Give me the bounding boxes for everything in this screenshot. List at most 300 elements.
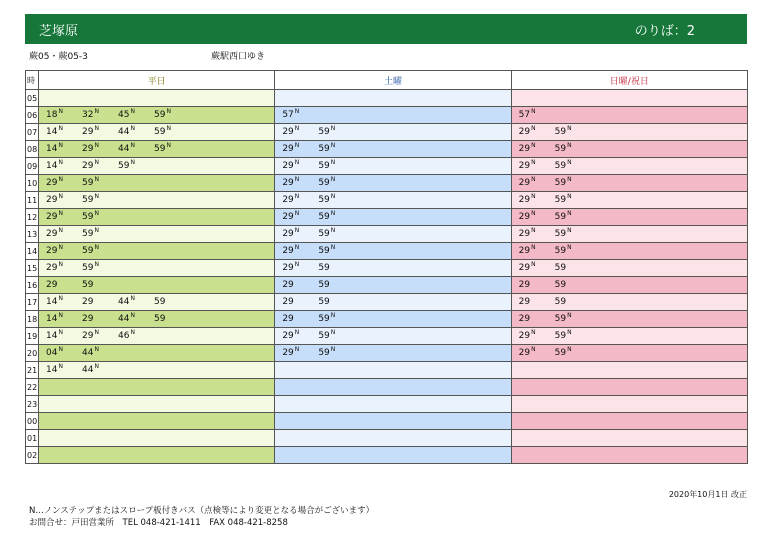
- saturday-minutes-cell: [275, 379, 511, 396]
- weekday-minutes-cell: [39, 209, 275, 226]
- departure-minute: [282, 144, 299, 154]
- nonstep-mark: N: [94, 244, 99, 251]
- departure-minute: [46, 212, 63, 222]
- table-row: [26, 379, 748, 396]
- destination: 蕨駅西口ゆき: [211, 52, 266, 62]
- departure-minute: [282, 195, 299, 205]
- departure-minute: [46, 263, 63, 273]
- departure-minute: [118, 331, 135, 341]
- hour-cell: 06: [26, 107, 39, 124]
- holiday-column-header: 日曜/祝日: [511, 71, 747, 90]
- weekday-minutes-cell: [39, 362, 275, 379]
- departure-minute: [555, 195, 572, 205]
- minute-value: 59: [554, 297, 567, 307]
- nonstep-mark: N: [531, 244, 536, 251]
- holiday-minutes-cell: [511, 345, 747, 362]
- hour-cell: 08: [26, 141, 39, 158]
- departure-minute: [46, 178, 63, 188]
- departure-minute: [46, 365, 63, 375]
- minute-value: 29: [518, 348, 531, 358]
- minute-value: 59: [82, 229, 94, 239]
- departure-minute: [282, 348, 299, 358]
- minute-value: 59: [318, 297, 330, 307]
- weekday-minutes-cell: [39, 158, 275, 175]
- minute-value: 29: [82, 297, 94, 307]
- minute-value: 59: [554, 348, 567, 358]
- nonstep-mark: N: [294, 210, 300, 217]
- nonstep-mark: N: [330, 159, 336, 166]
- weekday-minutes-cell: [39, 311, 275, 328]
- table-row: [26, 328, 748, 345]
- departure-minute: [82, 178, 99, 188]
- departure-minute: [82, 348, 99, 358]
- weekday-minutes-cell: [39, 141, 275, 158]
- nonstep-mark: N: [166, 125, 171, 132]
- nonstep-note: N…ノンステップまたはスロープ板付きバス（点検等により変更となる場合がございます）: [29, 506, 375, 516]
- nonstep-mark: N: [531, 329, 536, 336]
- minute-value: 59: [554, 246, 567, 256]
- contact-info: お問合せ：戸田営業所 TEL 048-421-1411 FAX 048-421-8258: [29, 518, 288, 528]
- hour-cell: 23: [26, 396, 39, 413]
- holiday-minutes-cell: [511, 209, 747, 226]
- hour-cell: 12: [26, 209, 39, 226]
- minute-value: 29: [46, 280, 58, 290]
- minute-value: 59: [554, 280, 567, 290]
- hour-cell: 18: [26, 311, 39, 328]
- departure-minute: [46, 229, 63, 239]
- departure-minute: [318, 280, 329, 290]
- departure-minute: [46, 348, 63, 358]
- departure-minute: [519, 110, 536, 120]
- timetable-header: [25, 14, 747, 44]
- nonstep-mark: N: [94, 329, 99, 336]
- minute-value: 59: [554, 314, 567, 324]
- departure-minute: [46, 246, 63, 256]
- minute-value: 29: [518, 297, 531, 307]
- minute-value: 29: [282, 297, 294, 307]
- departure-minute: [519, 280, 530, 290]
- minute-value: 44: [118, 127, 130, 137]
- hour-cell: 07: [26, 124, 39, 141]
- nonstep-mark: N: [294, 142, 300, 149]
- nonstep-mark: N: [330, 312, 336, 319]
- departure-minute: [318, 263, 329, 273]
- departure-minute: [282, 110, 299, 120]
- minute-value: 59: [554, 229, 567, 239]
- saturday-minutes-cell: [275, 362, 511, 379]
- minute-value: 59: [318, 161, 330, 171]
- minute-value: 59: [82, 246, 94, 256]
- departure-minute: [118, 144, 135, 154]
- nonstep-mark: N: [94, 346, 99, 353]
- departure-minute: [154, 110, 171, 120]
- minute-value: 46: [118, 331, 130, 341]
- table-row: [26, 260, 748, 277]
- departure-minute: [555, 331, 572, 341]
- nonstep-mark: N: [531, 108, 536, 115]
- nonstep-mark: N: [130, 312, 135, 319]
- hour-cell: 20: [26, 345, 39, 362]
- table-row: [26, 243, 748, 260]
- minute-value: 29: [282, 195, 294, 205]
- departure-minute: [555, 229, 572, 239]
- nonstep-mark: N: [567, 227, 572, 234]
- saturday-minutes-cell: [275, 294, 511, 311]
- departure-minute: [519, 229, 536, 239]
- minute-value: 44: [118, 144, 130, 154]
- nonstep-mark: N: [58, 159, 63, 166]
- hour-cell: 02: [26, 447, 39, 464]
- saturday-minutes-cell: [275, 90, 511, 107]
- minute-value: 29: [518, 144, 531, 154]
- departure-minute: [82, 263, 99, 273]
- minute-value: 59: [318, 144, 330, 154]
- minute-value: 29: [518, 212, 531, 222]
- hour-cell: 14: [26, 243, 39, 260]
- nonstep-mark: N: [330, 193, 336, 200]
- platform-number: のりば：2: [634, 24, 695, 39]
- saturday-minutes-cell: [275, 243, 511, 260]
- holiday-minutes-cell: [511, 226, 747, 243]
- weekday-minutes-cell: [39, 277, 275, 294]
- nonstep-mark: N: [531, 193, 536, 200]
- nonstep-mark: N: [531, 176, 536, 183]
- departure-minute: [318, 331, 335, 341]
- saturday-minutes-cell: [275, 209, 511, 226]
- departure-minute: [46, 127, 63, 137]
- nonstep-mark: N: [567, 244, 572, 251]
- minute-value: 29: [518, 178, 531, 188]
- nonstep-mark: N: [94, 363, 99, 370]
- nonstep-mark: N: [567, 210, 572, 217]
- holiday-minutes-cell: [511, 294, 747, 311]
- minute-value: 29: [282, 229, 294, 239]
- nonstep-mark: N: [330, 125, 336, 132]
- saturday-minutes-cell: [275, 175, 511, 192]
- hour-cell: 10: [26, 175, 39, 192]
- departure-minute: [82, 110, 99, 120]
- nonstep-mark: N: [567, 159, 572, 166]
- weekday-minutes-cell: [39, 226, 275, 243]
- minute-value: 59: [554, 331, 567, 341]
- nonstep-mark: N: [294, 108, 300, 115]
- saturday-minutes-cell: [275, 226, 511, 243]
- holiday-minutes-cell: [511, 277, 747, 294]
- nonstep-mark: N: [294, 329, 300, 336]
- departure-minute: [46, 314, 63, 324]
- table-row: [26, 124, 748, 141]
- minute-value: 29: [282, 212, 294, 222]
- nonstep-mark: N: [294, 346, 300, 353]
- nonstep-mark: N: [130, 125, 135, 132]
- minute-value: 59: [554, 178, 567, 188]
- nonstep-mark: N: [531, 346, 536, 353]
- stop-name: 芝塚原: [39, 24, 79, 39]
- table-row: [26, 107, 748, 124]
- departure-minute: [82, 127, 99, 137]
- minute-value: 29: [282, 144, 294, 154]
- weekday-minutes-cell: [39, 107, 275, 124]
- departure-minute: [519, 144, 536, 154]
- departure-minute: [282, 297, 293, 307]
- departure-minute: [82, 161, 99, 171]
- weekday-minutes-cell: [39, 294, 275, 311]
- nonstep-mark: N: [330, 227, 336, 234]
- holiday-minutes-cell: [511, 413, 747, 430]
- minute-value: 59: [82, 178, 94, 188]
- minute-value: 29: [282, 246, 294, 256]
- departure-minute: [519, 314, 530, 324]
- nonstep-mark: N: [567, 142, 572, 149]
- minute-value: 29: [282, 314, 294, 324]
- minute-value: 59: [318, 348, 330, 358]
- holiday-minutes-cell: [511, 447, 747, 464]
- minute-value: 14: [46, 331, 58, 341]
- weekday-minutes-cell: [39, 124, 275, 141]
- minute-value: 59: [318, 178, 330, 188]
- table-row: [26, 158, 748, 175]
- holiday-minutes-cell: [511, 260, 747, 277]
- nonstep-mark: N: [330, 244, 336, 251]
- saturday-column-header: 土曜: [275, 71, 511, 90]
- saturday-minutes-cell: [275, 260, 511, 277]
- departure-minute: [46, 161, 63, 171]
- minute-value: 44: [118, 314, 130, 324]
- saturday-minutes-cell: [275, 430, 511, 447]
- departure-minute: [318, 161, 335, 171]
- departure-minute: [118, 314, 135, 324]
- weekday-minutes-cell: [39, 413, 275, 430]
- departure-minute: [555, 348, 572, 358]
- holiday-minutes-cell: [511, 192, 747, 209]
- minute-value: 59: [318, 229, 330, 239]
- minute-value: 59: [118, 161, 130, 171]
- nonstep-mark: N: [94, 227, 99, 234]
- nonstep-mark: N: [567, 176, 572, 183]
- departure-minute: [82, 314, 93, 324]
- departure-minute: [318, 144, 335, 154]
- hour-cell: 19: [26, 328, 39, 345]
- nonstep-mark: N: [58, 193, 63, 200]
- minute-value: 29: [46, 263, 58, 273]
- nonstep-mark: N: [94, 261, 99, 268]
- minute-value: 29: [282, 178, 294, 188]
- nonstep-mark: N: [531, 261, 536, 268]
- departure-minute: [82, 297, 93, 307]
- timetable: [25, 70, 748, 464]
- departure-minute: [82, 195, 99, 205]
- departure-minute: [82, 365, 99, 375]
- holiday-minutes-cell: [511, 107, 747, 124]
- minute-value: 59: [154, 127, 166, 137]
- departure-minute: [318, 195, 335, 205]
- table-row: [26, 311, 748, 328]
- minute-value: 29: [518, 331, 531, 341]
- holiday-minutes-cell: [511, 396, 747, 413]
- departure-minute: [154, 127, 171, 137]
- saturday-minutes-cell: [275, 447, 511, 464]
- nonstep-mark: N: [166, 108, 171, 115]
- nonstep-mark: N: [294, 244, 300, 251]
- departure-minute: [318, 314, 335, 324]
- hour-cell: 16: [26, 277, 39, 294]
- nonstep-mark: N: [567, 193, 572, 200]
- minute-value: 59: [318, 314, 330, 324]
- departure-minute: [555, 314, 572, 324]
- nonstep-mark: N: [58, 142, 63, 149]
- minute-value: 59: [154, 297, 166, 307]
- minute-value: 59: [82, 263, 94, 273]
- nonstep-mark: N: [294, 261, 300, 268]
- minute-value: 29: [282, 127, 294, 137]
- minute-value: 44: [82, 348, 94, 358]
- weekday-column-header: 平日: [39, 71, 275, 90]
- nonstep-mark: N: [58, 312, 63, 319]
- holiday-minutes-cell: [511, 175, 747, 192]
- departure-minute: [282, 229, 299, 239]
- departure-minute: [282, 263, 299, 273]
- holiday-minutes-cell: [511, 158, 747, 175]
- timetable-header-row: [26, 71, 748, 90]
- table-row: [26, 209, 748, 226]
- saturday-minutes-cell: [275, 192, 511, 209]
- minute-value: 59: [82, 195, 94, 205]
- minute-value: 59: [554, 127, 567, 137]
- nonstep-mark: N: [130, 142, 135, 149]
- nonstep-mark: N: [94, 108, 99, 115]
- departure-minute: [519, 161, 536, 171]
- departure-minute: [318, 212, 335, 222]
- minute-value: 32: [82, 110, 94, 120]
- departure-minute: [46, 144, 63, 154]
- departure-minute: [519, 331, 536, 341]
- nonstep-mark: N: [58, 295, 63, 302]
- departure-minute: [118, 127, 135, 137]
- nonstep-mark: N: [567, 125, 572, 132]
- minute-value: 57: [282, 110, 294, 120]
- minute-value: 59: [82, 212, 94, 222]
- minute-value: 29: [46, 178, 58, 188]
- hour-cell: 11: [26, 192, 39, 209]
- minute-value: 29: [282, 348, 294, 358]
- minute-value: 29: [82, 331, 94, 341]
- minute-value: 14: [46, 127, 58, 137]
- departure-minute: [46, 331, 63, 341]
- minute-value: 59: [554, 144, 567, 154]
- minute-value: 59: [154, 314, 166, 324]
- minute-value: 59: [554, 263, 567, 273]
- minute-value: 59: [554, 195, 567, 205]
- departure-minute: [555, 212, 572, 222]
- minute-value: 14: [46, 161, 58, 171]
- departure-minute: [555, 297, 566, 307]
- minute-value: 29: [46, 212, 58, 222]
- weekday-minutes-cell: [39, 192, 275, 209]
- minute-value: 29: [518, 246, 531, 256]
- minute-value: 59: [318, 212, 330, 222]
- departure-minute: [318, 246, 335, 256]
- table-row: [26, 141, 748, 158]
- nonstep-mark: N: [58, 244, 63, 251]
- minute-value: 59: [154, 144, 166, 154]
- minute-value: 59: [154, 110, 166, 120]
- nonstep-mark: N: [58, 329, 63, 336]
- minute-value: 29: [82, 127, 94, 137]
- departure-minute: [318, 229, 335, 239]
- departure-minute: [519, 348, 536, 358]
- nonstep-mark: N: [130, 159, 135, 166]
- weekday-minutes-cell: [39, 260, 275, 277]
- saturday-minutes-cell: [275, 345, 511, 362]
- minute-value: 29: [518, 314, 531, 324]
- holiday-minutes-cell: [511, 311, 747, 328]
- minute-value: 29: [282, 263, 294, 273]
- nonstep-mark: N: [58, 346, 63, 353]
- departure-minute: [555, 280, 566, 290]
- nonstep-mark: N: [567, 346, 572, 353]
- minute-value: 29: [82, 144, 94, 154]
- departure-minute: [318, 127, 335, 137]
- minute-value: 57: [518, 110, 531, 120]
- saturday-minutes-cell: [275, 396, 511, 413]
- minute-value: 29: [82, 314, 94, 324]
- nonstep-mark: N: [58, 261, 63, 268]
- nonstep-mark: N: [531, 159, 536, 166]
- nonstep-mark: N: [94, 159, 99, 166]
- minute-value: 59: [318, 263, 330, 273]
- saturday-minutes-cell: [275, 107, 511, 124]
- minute-value: 29: [518, 127, 531, 137]
- nonstep-mark: N: [294, 176, 300, 183]
- minute-value: 44: [82, 365, 94, 375]
- departure-minute: [282, 314, 293, 324]
- saturday-minutes-cell: [275, 413, 511, 430]
- nonstep-mark: N: [330, 329, 336, 336]
- route-name: 蕨05・蕨05-3: [29, 52, 88, 62]
- minute-value: 45: [118, 110, 130, 120]
- departure-minute: [282, 161, 299, 171]
- departure-minute: [154, 144, 171, 154]
- departure-minute: [555, 144, 572, 154]
- weekday-minutes-cell: [39, 345, 275, 362]
- departure-minute: [118, 297, 135, 307]
- departure-minute: [154, 314, 165, 324]
- nonstep-mark: N: [58, 176, 63, 183]
- nonstep-mark: N: [330, 142, 336, 149]
- nonstep-mark: N: [130, 329, 135, 336]
- table-row: [26, 362, 748, 379]
- hour-cell: 00: [26, 413, 39, 430]
- minute-value: 59: [554, 212, 567, 222]
- minute-value: 29: [282, 161, 294, 171]
- weekday-minutes-cell: [39, 447, 275, 464]
- weekday-minutes-cell: [39, 328, 275, 345]
- departure-minute: [555, 127, 572, 137]
- departure-minute: [519, 195, 536, 205]
- hour-cell: 17: [26, 294, 39, 311]
- nonstep-mark: N: [94, 210, 99, 217]
- minute-value: 29: [282, 280, 294, 290]
- nonstep-mark: N: [94, 142, 99, 149]
- weekday-minutes-cell: [39, 175, 275, 192]
- table-row: [26, 294, 748, 311]
- departure-minute: [519, 246, 536, 256]
- departure-minute: [282, 178, 299, 188]
- minute-value: 14: [46, 365, 58, 375]
- weekday-minutes-cell: [39, 396, 275, 413]
- departure-minute: [519, 263, 536, 273]
- departure-minute: [318, 348, 335, 358]
